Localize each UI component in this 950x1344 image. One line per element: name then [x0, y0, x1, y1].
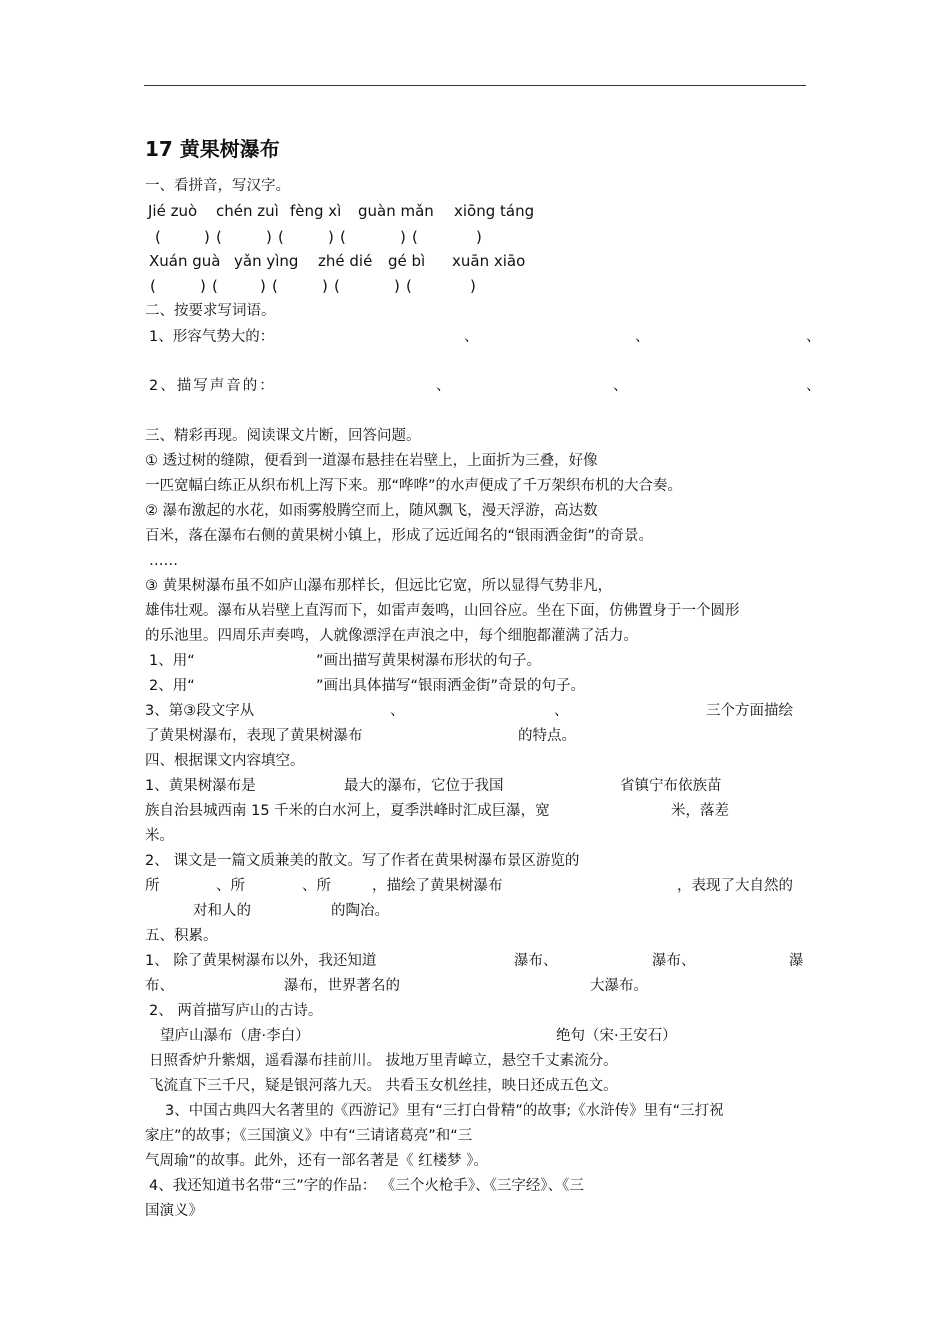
question-4-2-part: 、所 [216, 878, 245, 894]
question-4-1-part: 最大的瀑布，它位于我国 [344, 778, 504, 794]
pinyin-word: xuān xiāo [452, 252, 526, 270]
paren-open: ( [216, 228, 222, 246]
paren-open: ( [212, 277, 218, 295]
section2-heading: 二、按要求写词语。 [145, 303, 276, 319]
question-5-1-part: 瀑布、 [514, 953, 558, 969]
blank-separator: 、 [806, 378, 821, 394]
question-4-1-cont: 族自治县城西南 15 千米的白水河上，夏季洪峰时汇成巨瀑，宽 [145, 803, 550, 819]
blank-separator: 、 [635, 329, 650, 345]
passage-line: ② 瀑布激起的水花，如雨雾般腾空而上，随风飘飞，漫天浮游，高达数 [145, 503, 598, 519]
passage-ellipsis: …… [149, 553, 178, 569]
question-5-4-end: 国演义》 [145, 1203, 203, 1219]
question-3-3-cont: 了黄果树瀑布，表现了黄果树瀑布 [145, 728, 363, 744]
passage-line: ① 透过树的缝隙，便看到一道瀑布悬挂在岩壁上，上面折为三叠，好像 [145, 453, 598, 469]
paren-close: ) [322, 277, 328, 295]
question-2-1: 1、形容气势大的： [149, 329, 275, 345]
question-3-1-start: 1、用“ [149, 653, 195, 669]
blank-separator: 、 [436, 378, 451, 394]
question-5-2: 2、 两首描写庐山的古诗。 [149, 1003, 323, 1019]
question-4-2: 2、 课文是一篇文质兼美的散文。写了作者在黄果树瀑布景区游览的 [145, 853, 580, 869]
paren-close: ) [266, 228, 272, 246]
section5-heading: 五、积累。 [145, 928, 218, 944]
paren-open: ( [278, 228, 284, 246]
question-5-4: 4、我还知道书名带“三”字的作品： 《三个火枪手》、《三字经》、《三 [149, 1178, 584, 1194]
question-4-1-part: 米，落差 [671, 803, 729, 819]
blank-separator: 、 [613, 378, 628, 394]
question-5-1-cont: 布、 [145, 978, 174, 994]
section3-heading: 三、精彩再现。阅读课文片断，回答问题。 [145, 428, 421, 444]
paren-open: ( [272, 277, 278, 295]
question-5-3-cont: 家庄”的故事；《三国演义》中有“三请诸葛亮”和“三 [145, 1128, 473, 1144]
question-4-2-part: 所 [145, 878, 160, 894]
pinyin-word: Jié zuò [148, 202, 198, 220]
paren-open: ( [340, 228, 346, 246]
paren-close: ) [476, 228, 482, 246]
paren-close: ) [400, 228, 406, 246]
pinyin-word: guàn mǎn [358, 202, 434, 220]
passage-line: 一匹宽幅白练正从织布机上泻下来。那“哗哗”的水声便成了千万架织布机的大合奏。 [145, 478, 683, 494]
poem-title-libai: 望庐山瀑布（唐·李白） [160, 1028, 310, 1044]
paren-close: ) [328, 228, 334, 246]
blank-separator: 、 [464, 329, 479, 345]
question-4-1: 1、黄果树瀑布是 [145, 778, 256, 794]
passage-line: 百米，落在瀑布右侧的黄果树小镇上，形成了远近闻名的“银雨洒金街”的奇景。 [145, 528, 654, 544]
question-2-2: 2、描写声音的： [149, 378, 276, 394]
question-5-1-part: 瀑布、 [652, 953, 696, 969]
paren-close: ) [200, 277, 206, 295]
paren-open: ( [406, 277, 412, 295]
question-4-2-part: 对和人的 [193, 903, 251, 919]
question-5-1: 1、 除了黄果树瀑布以外，我还知道 [145, 953, 377, 969]
paren-close: ) [394, 277, 400, 295]
question-4-2-end: 的陶冶。 [331, 903, 389, 919]
question-3-2-start: 2、用“ [149, 678, 195, 694]
blank-separator: 、 [390, 703, 405, 719]
poem-line: 飞流直下三千尺，疑是银河落九天。 共看玉女机丝挂，映日还成五色文。 [149, 1078, 618, 1094]
question-4-1-part: 省镇宁布依族苗 [620, 778, 722, 794]
pinyin-word: chén zuì [216, 202, 279, 220]
question-3-3-end: 的特点。 [518, 728, 576, 744]
question-4-2-part: ，描绘了黄果树瀑布 [372, 878, 503, 894]
question-3-3: 3、第③段文字从 [145, 703, 255, 719]
blank-separator: 、 [806, 329, 821, 345]
paren-open: ( [150, 277, 156, 295]
blank-separator: 、 [554, 703, 569, 719]
section4-heading: 四、根据课文内容填空。 [145, 753, 305, 769]
pinyin-word: fèng xì [290, 202, 342, 220]
paren-open: ( [412, 228, 418, 246]
header-rule [144, 85, 806, 86]
poem-line: 日照香炉升紫烟，遥看瀑布挂前川。 拔地万里青嶂立，悬空千丈素流分。 [149, 1053, 618, 1069]
question-5-1-part: 瀑布，世界著名的 [284, 978, 400, 994]
pinyin-word: zhé dié [318, 252, 373, 270]
passage-line: ③ 黄果树瀑布虽不如庐山瀑布那样长，但远比它宽，所以显得气势非凡， [145, 578, 613, 594]
question-3-1-end: ”画出描写黄果树瀑布形状的句子。 [316, 653, 542, 669]
paren-open: ( [155, 228, 161, 246]
lesson-title: 17 黄果树瀑布 [145, 137, 280, 161]
paren-close: ) [204, 228, 210, 246]
question-4-2-part: ，表现了大自然的 [677, 878, 793, 894]
section1-heading: 一、看拼音，写汉字。 [145, 178, 290, 194]
passage-line: 雄伟壮观。瀑布从岩壁上直泻而下，如雷声轰鸣，山回谷应。坐在下面，仿佛置身于一个圆形 [145, 603, 740, 619]
question-5-3-end: 气周瑜”的故事。此外，还有一部名著是《 红楼梦 》。 [145, 1153, 488, 1169]
question-3-2-end: ”画出具体描写“银雨洒金街”奇景的句子。 [316, 678, 586, 694]
paren-open: ( [334, 277, 340, 295]
poem-title-wanganshi: 绝句（宋·王安石） [556, 1028, 677, 1044]
pinyin-word: gé bì [388, 252, 426, 270]
passage-line: 的乐池里。四周乐声奏鸣，人就像漂浮在声浪之中，每个细胞都灌满了活力。 [145, 628, 638, 644]
question-3-3-tail: 三个方面描绘 [706, 703, 793, 719]
pinyin-word: yǎn yìng [234, 252, 299, 270]
question-5-1-part: 瀑 [789, 953, 804, 969]
pinyin-word: Xuán guà [149, 252, 221, 270]
question-4-1-end: 米。 [145, 828, 174, 844]
paren-close: ) [260, 277, 266, 295]
question-5-1-end: 大瀑布。 [590, 978, 648, 994]
question-4-2-part: 、所 [302, 878, 331, 894]
paren-close: ) [470, 277, 476, 295]
pinyin-word: xiōng táng [454, 202, 535, 220]
question-5-3: 3、中国古典四大名著里的《西游记》里有“三打白骨精”的故事;《水浒传》里有“三打祝 [165, 1103, 724, 1119]
